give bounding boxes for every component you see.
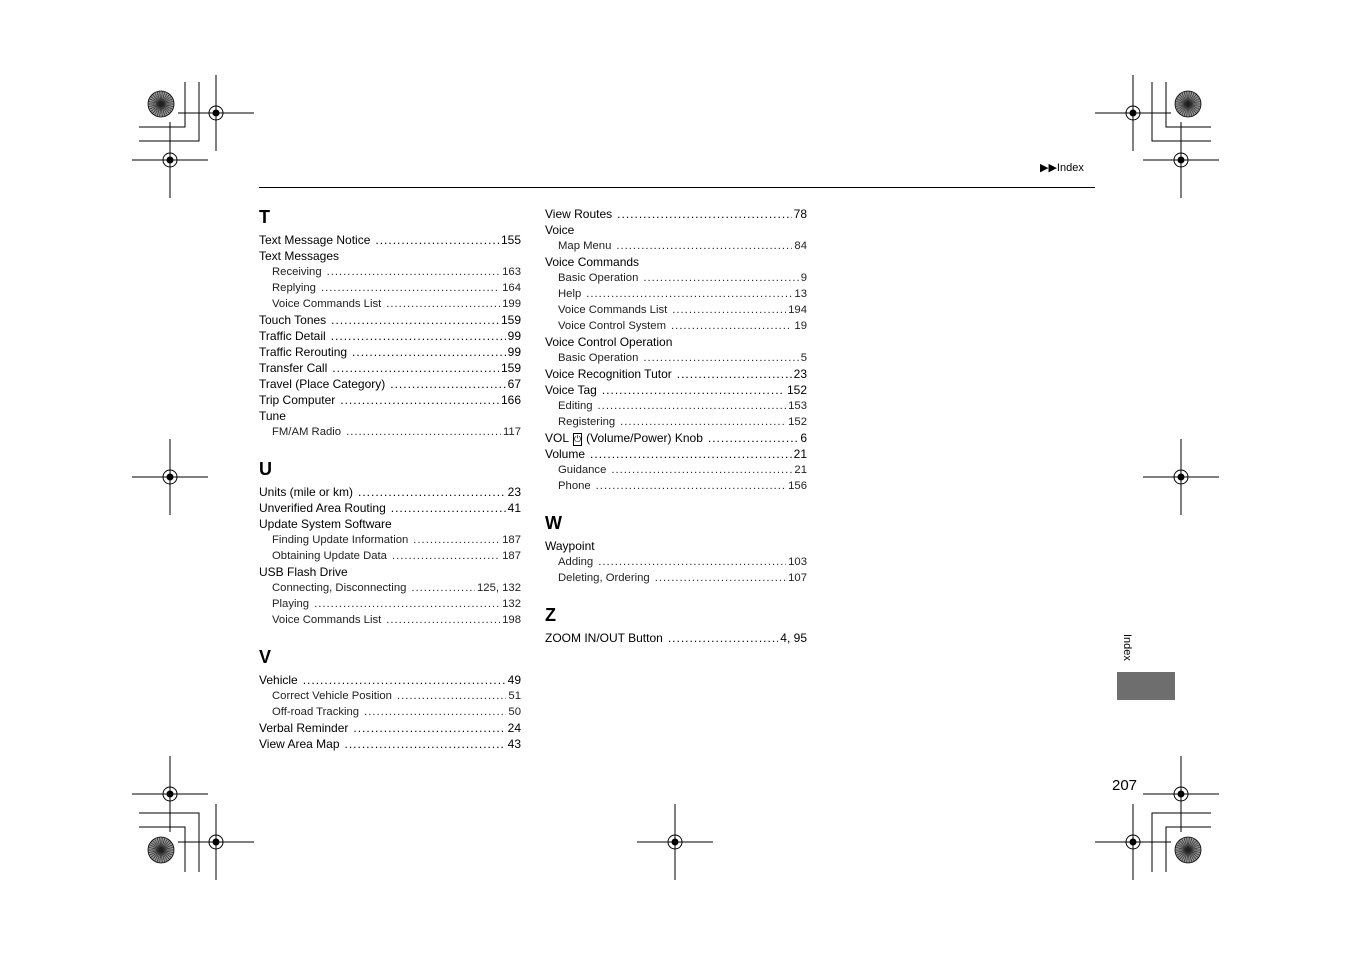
section-letter-v: V xyxy=(259,647,272,667)
entry-label: Basic Operation xyxy=(558,272,639,284)
index-subentry[interactable] xyxy=(259,548,521,564)
section-v-continued-entries xyxy=(545,206,807,494)
dot-leader xyxy=(586,286,792,302)
dot-leader xyxy=(327,264,501,280)
entry-page-ref[interactable]: 125, 132 xyxy=(477,582,521,594)
entry-page-ref[interactable]: 23 xyxy=(507,485,521,499)
entry-page-ref[interactable]: 99 xyxy=(507,329,521,343)
dot-leader xyxy=(616,238,792,254)
section-u-entries xyxy=(259,484,521,628)
entry-page-ref[interactable]: 13 xyxy=(794,288,807,300)
entry-label: Waypoint xyxy=(545,539,595,553)
index-subentry[interactable] xyxy=(259,580,521,596)
section-v-entries xyxy=(259,672,521,752)
entry-label: Unverified Area Routing xyxy=(259,501,386,515)
entry-page-ref[interactable]: 78 xyxy=(793,207,807,221)
dot-leader xyxy=(314,596,500,612)
entry-label: Guidance xyxy=(558,464,607,476)
entry-label: Map Menu xyxy=(558,240,612,252)
dot-leader xyxy=(358,484,506,500)
index-entry[interactable] xyxy=(259,312,521,328)
dot-leader xyxy=(391,500,506,516)
entry-page-ref[interactable]: 107 xyxy=(788,572,807,584)
entry-label: Volume xyxy=(545,447,586,461)
dot-leader xyxy=(598,554,786,570)
index-entry[interactable] xyxy=(259,500,521,516)
dot-leader xyxy=(345,736,506,752)
section-z-entries xyxy=(545,630,807,646)
index-entry[interactable] xyxy=(259,328,521,344)
section-letter-w: W xyxy=(545,513,562,533)
entry-label: Phone xyxy=(558,480,591,492)
breadcrumb-label: Index xyxy=(1056,162,1084,174)
entry-label: Voice Recognition Tutor xyxy=(545,367,672,381)
index-entry[interactable] xyxy=(545,446,807,462)
entry-page-ref[interactable]: 84 xyxy=(794,240,807,252)
entry-page-ref[interactable]: 199 xyxy=(502,298,521,310)
entry-label-suffix: (Volume/Power) Knob xyxy=(586,431,703,445)
entry-label: Units (mile or km) xyxy=(259,485,354,499)
index-subentry[interactable] xyxy=(545,286,807,302)
dot-leader xyxy=(708,430,798,446)
entry-page-ref[interactable]: 198 xyxy=(502,614,521,626)
index-entry[interactable] xyxy=(259,360,521,376)
entry-page-ref[interactable]: 103 xyxy=(788,556,807,568)
entry-page-ref[interactable]: 152 xyxy=(788,416,807,428)
index-entry[interactable] xyxy=(545,206,807,222)
entry-page-ref[interactable]: 164 xyxy=(502,282,521,294)
dot-leader xyxy=(411,580,475,596)
index-entry[interactable] xyxy=(259,232,521,248)
page-number: 207 xyxy=(1112,777,1138,794)
index-entry[interactable] xyxy=(259,344,521,360)
index-entry[interactable] xyxy=(259,376,521,392)
index-column-right xyxy=(545,206,807,646)
index-entry xyxy=(545,222,807,238)
entry-page-ref[interactable]: 117 xyxy=(502,426,521,438)
entry-label: Registering xyxy=(558,416,616,428)
entry-page-ref[interactable]: 67 xyxy=(507,377,521,391)
dot-leader xyxy=(611,462,792,478)
index-entry xyxy=(545,538,807,554)
index-subentry[interactable] xyxy=(259,264,521,280)
entry-label: Deleting, Ordering xyxy=(558,572,650,584)
double-arrow-icon: ▶▶ xyxy=(1040,162,1057,174)
dot-leader xyxy=(346,424,501,440)
entry-page-ref[interactable]: 99 xyxy=(507,345,521,359)
entry-page-ref[interactable]: 6 xyxy=(800,431,807,445)
entry-page-ref[interactable]: 159 xyxy=(500,313,521,327)
index-entry xyxy=(259,408,521,424)
entry-label: Voice Control System xyxy=(558,320,666,332)
index-subentry[interactable] xyxy=(259,296,521,312)
entry-label: FM/AM Radio xyxy=(272,426,342,438)
entry-page-ref[interactable]: 187 xyxy=(502,550,521,562)
index-subentry[interactable] xyxy=(259,688,521,704)
dot-leader xyxy=(331,328,506,344)
entry-label: VOL xyxy=(545,431,570,445)
entry-page-ref[interactable]: 21 xyxy=(793,447,807,461)
index-entry xyxy=(545,334,807,350)
entry-label: Traffic Detail xyxy=(259,329,326,343)
index-column-left xyxy=(259,206,521,752)
index-subentry[interactable] xyxy=(545,318,807,334)
entry-label: Touch Tones xyxy=(259,313,327,327)
index-subentry[interactable] xyxy=(545,478,807,494)
entry-label: Traffic Rerouting xyxy=(259,345,348,359)
entry-label: Verbal Reminder xyxy=(259,721,349,735)
index-subentry[interactable] xyxy=(545,570,807,586)
index-subentry[interactable] xyxy=(545,238,807,254)
entry-label: Help xyxy=(558,288,582,300)
index-entry[interactable] xyxy=(259,736,521,752)
dot-leader xyxy=(386,296,500,312)
entry-label: Receiving xyxy=(272,266,322,278)
dot-leader xyxy=(364,704,506,720)
index-subentry[interactable] xyxy=(259,612,521,628)
index-entry xyxy=(259,564,521,580)
dot-leader xyxy=(332,360,499,376)
dot-leader xyxy=(352,344,506,360)
dot-leader xyxy=(620,414,786,430)
entry-label: Connecting, Disconnecting xyxy=(272,582,407,594)
dot-leader xyxy=(643,350,798,366)
dot-leader xyxy=(340,392,499,408)
side-tab-label: Index xyxy=(1121,634,1133,661)
entry-label: Text Message Notice xyxy=(259,233,371,247)
entry-page-ref[interactable]: 4, 95 xyxy=(780,631,807,645)
entry-label: Correct Vehicle Position xyxy=(272,690,392,702)
entry-label: Basic Operation xyxy=(558,352,639,364)
dot-leader xyxy=(321,280,500,296)
dot-leader xyxy=(602,382,785,398)
index-subentry[interactable] xyxy=(545,414,807,430)
entry-label: Voice Commands List xyxy=(272,614,382,626)
entry-label: Transfer Call xyxy=(259,361,328,375)
entry-label: Travel (Place Category) xyxy=(259,377,386,391)
entry-label: Update System Software xyxy=(259,517,392,531)
index-subentry[interactable] xyxy=(545,270,807,286)
entry-label: Voice xyxy=(545,223,575,237)
dot-leader xyxy=(390,376,505,392)
dot-leader xyxy=(331,312,499,328)
entry-label: Adding xyxy=(558,556,594,568)
entry-page-ref[interactable]: 159 xyxy=(500,361,521,375)
entry-label: ZOOM IN/OUT Button xyxy=(545,631,663,645)
entry-label: Voice Commands xyxy=(545,255,640,269)
entry-page-ref[interactable]: 187 xyxy=(502,534,521,546)
entry-label: Vehicle xyxy=(259,673,298,687)
entry-page-ref[interactable]: 132 xyxy=(502,598,521,610)
index-entry xyxy=(259,248,521,264)
index-entry[interactable] xyxy=(545,630,807,646)
index-subentry[interactable] xyxy=(545,554,807,570)
index-entry xyxy=(259,516,521,532)
header-rule xyxy=(259,187,1095,188)
section-t-entries xyxy=(259,232,521,440)
entry-page-ref[interactable]: 152 xyxy=(786,383,807,397)
index-entry[interactable] xyxy=(545,366,807,382)
entry-page-ref[interactable]: 41 xyxy=(507,501,521,515)
dot-leader xyxy=(590,446,792,462)
entry-label: Obtaining Update Data xyxy=(272,550,387,562)
entry-label: View Routes xyxy=(545,207,613,221)
dot-leader xyxy=(596,478,786,494)
dot-leader xyxy=(413,532,500,548)
entry-page-ref[interactable]: 23 xyxy=(793,367,807,381)
index-subentry[interactable] xyxy=(259,596,521,612)
index-side-tab[interactable] xyxy=(1117,672,1175,700)
entry-label: View Area Map xyxy=(259,737,340,751)
dot-leader xyxy=(353,720,505,736)
entry-page-ref[interactable]: 5 xyxy=(800,352,807,364)
index-entry xyxy=(545,254,807,270)
index-subentry[interactable] xyxy=(545,398,807,414)
entry-page-ref[interactable]: 9 xyxy=(800,272,807,284)
entry-label: Off-road Tracking xyxy=(272,706,360,718)
entry-label: Trip Computer xyxy=(259,393,336,407)
index-breadcrumb[interactable] xyxy=(1040,161,1084,174)
dot-leader xyxy=(668,630,778,646)
index-entry[interactable] xyxy=(259,672,521,688)
dot-leader xyxy=(643,270,798,286)
dot-leader xyxy=(672,302,786,318)
entry-label: USB Flash Drive xyxy=(259,565,348,579)
index-subentry[interactable] xyxy=(259,532,521,548)
entry-label: Voice Control Operation xyxy=(545,335,673,349)
section-w-entries xyxy=(545,538,807,586)
entry-page-ref[interactable]: 194 xyxy=(788,304,807,316)
entry-page-ref[interactable]: 43 xyxy=(507,737,521,751)
dot-leader xyxy=(386,612,500,628)
dot-leader xyxy=(375,232,499,248)
entry-label: Replying xyxy=(272,282,316,294)
index-subentry[interactable] xyxy=(545,350,807,366)
entry-page-ref[interactable]: 50 xyxy=(508,706,521,718)
entry-page-ref[interactable]: 156 xyxy=(788,480,807,492)
entry-page-ref[interactable]: 51 xyxy=(508,690,521,702)
index-subentry[interactable] xyxy=(259,280,521,296)
entry-page-ref[interactable]: 24 xyxy=(507,721,521,735)
section-letter-u: U xyxy=(259,459,272,479)
index-subentry[interactable] xyxy=(545,302,807,318)
entry-label: Text Messages xyxy=(259,249,340,263)
dot-leader xyxy=(392,548,500,564)
entry-label: Playing xyxy=(272,598,310,610)
index-entry[interactable] xyxy=(545,382,807,398)
entry-page-ref[interactable]: 153 xyxy=(788,400,807,412)
index-entry[interactable] xyxy=(259,484,521,500)
entry-page-ref[interactable]: 163 xyxy=(502,266,521,278)
entry-label: Finding Update Information xyxy=(272,534,409,546)
entry-label: Voice Commands List xyxy=(558,304,668,316)
entry-label: Editing xyxy=(558,400,593,412)
entry-page-ref[interactable]: 49 xyxy=(507,673,521,687)
entry-page-ref[interactable]: 19 xyxy=(794,320,807,332)
dot-leader xyxy=(397,688,506,704)
dot-leader xyxy=(671,318,792,334)
index-subentry[interactable] xyxy=(259,704,521,720)
entry-page-ref[interactable]: 166 xyxy=(500,393,521,407)
section-letter-z: Z xyxy=(545,605,556,625)
dot-leader xyxy=(655,570,786,586)
index-entry[interactable] xyxy=(259,392,521,408)
entry-page-ref[interactable]: 21 xyxy=(794,464,807,476)
power-icon: ⏻ xyxy=(574,434,582,444)
dot-leader xyxy=(617,206,791,222)
entry-label: Tune xyxy=(259,409,286,423)
index-subentry[interactable] xyxy=(545,462,807,478)
dot-leader xyxy=(677,366,792,382)
entry-label: Voice Commands List xyxy=(272,298,382,310)
index-subentry[interactable] xyxy=(259,424,521,440)
entry-page-ref[interactable]: 155 xyxy=(500,233,521,247)
section-letter-t: T xyxy=(259,207,270,227)
index-entry[interactable] xyxy=(259,720,521,736)
dot-leader xyxy=(303,672,506,688)
index-entry[interactable] xyxy=(545,430,807,446)
entry-label: Voice Tag xyxy=(545,383,597,397)
dot-leader xyxy=(598,398,787,414)
